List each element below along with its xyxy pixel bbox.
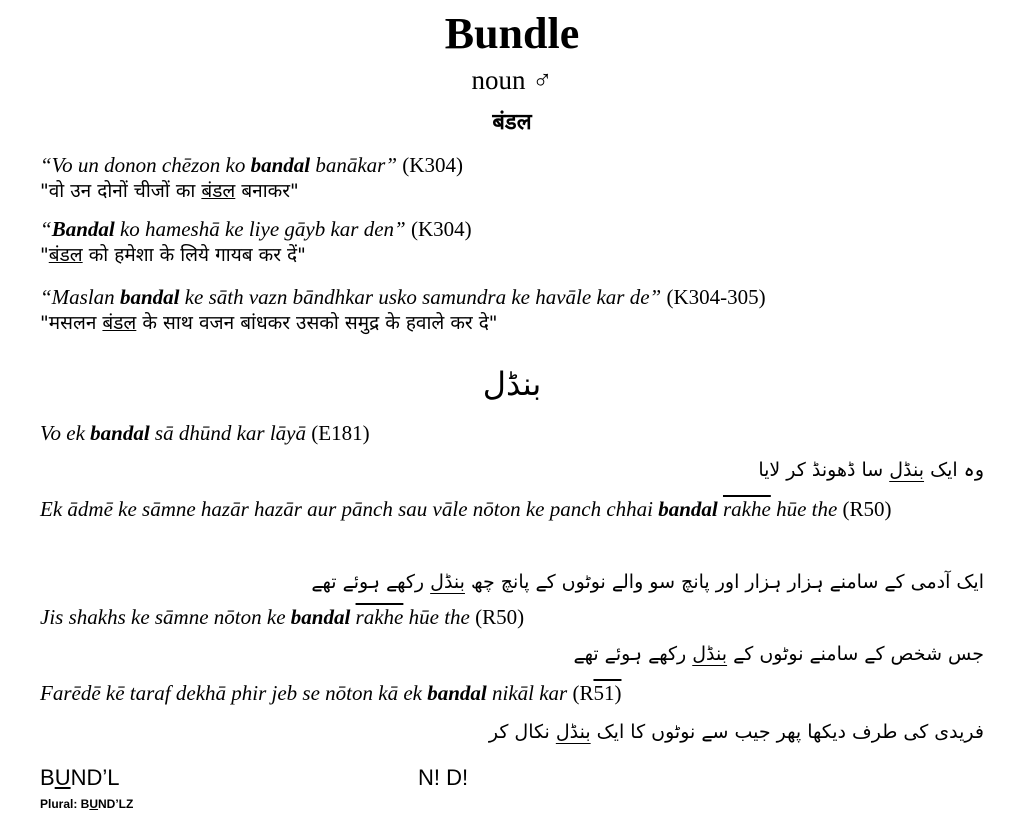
hindi-sentence: "मसलन बंडल के साथ वजन बांधकर उसको समुद्र के हवाले कर दे" xyxy=(40,312,498,334)
romanized-sentence: Jis shakhs ke sāmne nōton ke bandal rakhe hūe the (R50) xyxy=(40,605,525,629)
hindi-example xyxy=(40,284,990,336)
headword: Bundle xyxy=(444,9,580,58)
plural-form: Plural: BUND’LZ xyxy=(40,797,134,811)
romanized-sentence: Vo ek bandal sā dhūnd kar lāyā (E181) xyxy=(40,421,370,445)
urdu-sentence: وہ ایک بنڈل سا ڈھونڈ کر لایا xyxy=(758,459,984,481)
romanized-sentence: Ek ādmē ke sāmne hazār hazār aur pānch sau vāle nōton ke panch chhai bandal rakhe hūe the (R50) xyxy=(40,497,892,521)
part-of-speech: noun ♂ xyxy=(471,65,553,95)
hindi-keyword: बंडल xyxy=(201,180,236,202)
urdu-keyword: بنڈل xyxy=(430,571,465,593)
hindi-headword: बंडल xyxy=(492,110,532,135)
urdu-keyword: بنڈل xyxy=(889,459,925,481)
marked-word: rakhe xyxy=(355,605,404,629)
romanized-sentence: “Maslan bandal ke sāth vazn bāndhkar usko samundra ke havāle kar de” (K304-305) xyxy=(40,285,766,309)
hindi-sentence: "वो उन दोनों चीजों का बंडल बनाकर" xyxy=(40,180,299,202)
hindi-example xyxy=(40,216,990,268)
hindi-example xyxy=(40,152,990,204)
urdu-sentence: ایک آدمی کے سامنے ہزار ہزار اور پانچ سو والے نوٹوں کے پانچ چھ بنڈل رکھے ہوئے تھے xyxy=(311,571,984,593)
source-ref: (R51) xyxy=(567,681,622,705)
urdu-keyword: بنڈل xyxy=(692,643,728,665)
phonetic-code: N! D! xyxy=(418,765,469,790)
transliteration: BUND’L xyxy=(40,765,120,790)
source-ref: (K304) xyxy=(405,217,472,241)
source-ref: (K304-305) xyxy=(661,285,766,309)
source-ref: (E181) xyxy=(306,421,370,445)
urdu-keyword: بنڈل xyxy=(555,721,591,743)
hindi-keyword: बंडल xyxy=(102,312,137,334)
romanized-sentence: Farēdē kē taraf dekhā phir jeb se nōton kā ek bandal nikāl kar (R51) xyxy=(40,681,622,705)
source-ref: (R50) xyxy=(837,497,892,521)
urdu-sentence: فریدی کی طرف دیکھا پھر جیب سے نوٹوں کا ایک بنڈل نکال کر xyxy=(488,721,984,743)
source-ref: (R50) xyxy=(469,605,525,629)
hindi-sentence: "बंडल को हमेशा के लिये गायब कर दें" xyxy=(40,244,306,266)
urdu-headword: بنڈل xyxy=(482,365,542,403)
source-ref: (K304) xyxy=(397,153,463,177)
hindi-keyword: बंडल xyxy=(48,244,83,266)
marked-word: rakhe xyxy=(722,497,771,521)
urdu-sentence: جس شخص کے سامنے نوٹوں کے بنڈل رکھے ہوئے تھے xyxy=(573,643,984,665)
romanized-sentence: “Vo un donon chēzon ko bandal banākar” (K304) xyxy=(40,153,463,177)
romanized-sentence: “Bandal ko hameshā ke liye gāyb kar den” (K304) xyxy=(40,217,472,241)
